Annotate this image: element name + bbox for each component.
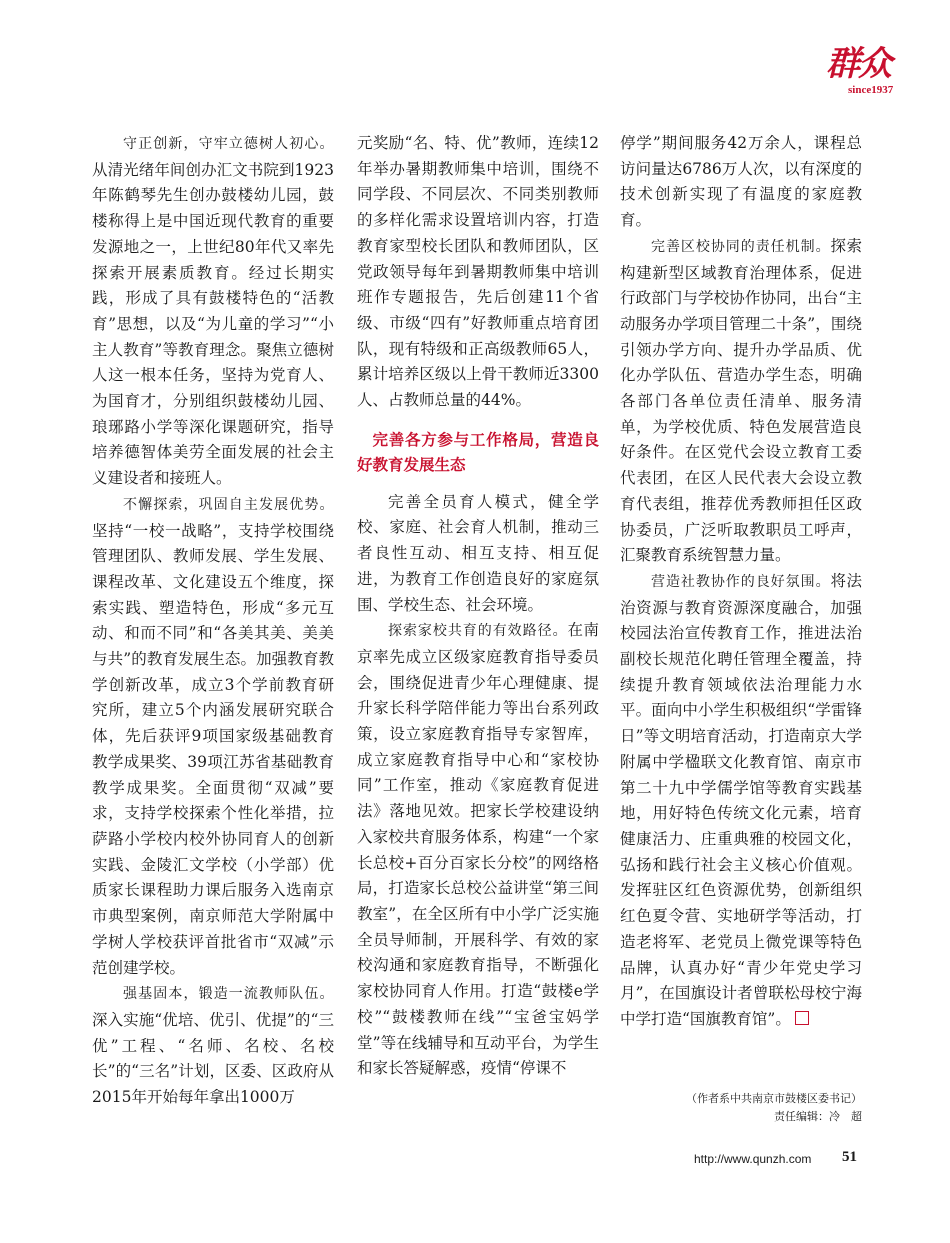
paragraph-body: 深入实施“优培、优引、优提”的“三优”工程、“名师、名校、名校长”的“三名”计划，区委、区政府从2015年开始每年拿出1000万 bbox=[92, 1010, 334, 1107]
paragraph-body: 停学”期间服务42万余人，课程总访问量达6786万人次，以有深度的技术创新实现了有温度的家庭教育。 bbox=[620, 134, 862, 230]
paragraph-lead: 探索家校共育的有效路径。 bbox=[388, 623, 568, 640]
paragraph bbox=[620, 234, 862, 569]
paragraph-lead: 完善区校协同的责任机制。 bbox=[651, 238, 831, 255]
paragraph bbox=[357, 490, 599, 619]
paragraph-lead: 强基固本，锻造一流教师队伍。 bbox=[123, 986, 334, 1003]
paragraph bbox=[357, 618, 599, 1082]
column-2 bbox=[357, 131, 599, 1082]
author-byline: （作者系中共南京市鼓楼区委书记） bbox=[686, 1092, 862, 1105]
paragraph-lead: 营造社教协作的良好氛围。 bbox=[651, 573, 831, 590]
paragraph-body: 在南京率先成立区级家庭教育指导委员会，围绕促进青少年心理健康、提升家长科学陪伴能力等出台系列政策，设立家庭教育指导专家智库，成立家庭教育指导中心和“家校协同”工作室，推动《家庭教育促进法》落地见效。把家长学校建设纳入家校共育服务体系，构建“一个家长总校+百分百家长分校”的网络格局，打造家长总校公益讲堂“第三间教室”，在全区所有中小学广泛实施全员导师制，开展科学、有效的家校沟通和家庭教育指导，不断强化家校协同育人作用。打造“鼓楼e学校”“鼓楼教师在线”“宝爸宝妈学堂”等在线辅导和互动平台，为学生和家长答疑解惑，疫情“停课不 bbox=[357, 621, 599, 1078]
paragraph-body: 元奖励“名、特、优”教师，连续12年举办暑期教师集中培训，围绕不同学段、不同层次、不同类别教师的多样化需求设置培训内容，打造教育家型校长团队和教师团队，区党政领导每年到暑期教师集中培训班作专题报告，先后创建11个省级、市级“四有”好教师重点培育团队，现有特级和正高级教师65人，累计培养区级以上骨干教师近3300人、占教师总量的44%。 bbox=[357, 134, 599, 410]
logo-since: since1937 bbox=[848, 84, 894, 96]
paragraph-lead: 不懈探索，巩固自主发展优势。 bbox=[123, 496, 334, 513]
logo-glyph: 群众 bbox=[826, 44, 890, 84]
footer-url[interactable]: http://www.qunzh.com bbox=[694, 1152, 812, 1166]
page-number: 51 bbox=[842, 1149, 857, 1165]
column-1 bbox=[92, 131, 334, 1111]
paragraph-body: 完善全员育人模式，健全学校、家庭、社会育人机制，推动三者良性互动、相互支持、相互促进，为教育工作创造良好的家庭氛围、学校生态、社会环境。 bbox=[357, 492, 599, 614]
section-heading: 完善各方参与工作格局，营造良好教育发展生态 bbox=[357, 430, 599, 474]
paragraph-body: 坚持“一校一战略”，支持学校围绕管理团队、教师发展、学生发展、课程改革、文化建设五个维度，探索实践、塑造特色，形成“多元互动、和而不同”和“各美其美、美美与共”的教育发展生态。加强教育教学创新改革，成立3个学前教育研究所，建立5个内涵发展研究联合体，先后获评9项国家级基础教育教学成果奖、39项江苏省基础教育教学成果奖。全面贯彻“双减”要求，支持学校探索个性化举措，拉萨路小学校内校外协同育人的创新实践、金陵汇文学校（小学部）优质家长课程助力课后服务入选南京市典型案例，南京师范大学附属中学树人学校获评首批省市“双减”示范创建学校。 bbox=[92, 521, 334, 977]
responsible-editor: 责任编辑：冷 超 bbox=[774, 1110, 862, 1123]
paragraph bbox=[92, 131, 334, 492]
paragraph bbox=[357, 131, 599, 414]
paragraph-body: 从清光绪年间创办汇文书院到1923年陈鹤琴先生创办鼓楼幼儿园，鼓楼称得上是中国近现代教育的重要发源地之一，上世纪80年代又率先探索开展素质教育。经过长期实践，形成了具有鼓楼特色的“活教育”思想，以及“为儿童的学习”“小主人教育”等教育理念。聚焦立德树人这一根本任务，坚持为党育人、为国育才，分别组织鼓楼幼儿园、琅琊路小学等深化课题研究，指导培养德智体美劳全面发展的社会主义建设者和接班人。 bbox=[92, 160, 334, 488]
paragraph-body: 将法治资源与教育资源深度融合，加强校园法治宣传教育工作，推进法治副校长规范化聘任管理全覆盖，持续提升教育领域依法治理能力水平。面向中小学生积极组织“学雷锋日”等文明培育活动，打造南京大学附属中学楹联文化教育馆、南京市第二十九中学儒学馆等教育实践基地，用好特色传统文化元素，培育健康活力、庄重典雅的校园文化，弘扬和践行社会主义核心价值观。发挥驻区红色资源优势，创新组织红色夏令营、实地研学等活动，打造老将军、老党员上微党课等特色品牌，认真办好“青少年党史学习月”，在国旗设计者曾联松母校宁海中学打造“国旗教育馆”。 bbox=[620, 571, 862, 1028]
paragraph bbox=[620, 569, 862, 1033]
end-of-article-icon bbox=[795, 1011, 809, 1025]
paragraph bbox=[92, 492, 334, 981]
masthead-logo bbox=[826, 44, 916, 104]
paragraph-lead: 守正创新，守牢立德树人初心。 bbox=[123, 136, 334, 152]
paragraph bbox=[92, 981, 334, 1111]
column-3 bbox=[620, 131, 862, 1033]
paragraph-body: 探索构建新型区域教育治理体系，促进行政部门与学校协作协同，出台“主动服务办学项目管理二十条”，围绕引领办学方向、提升办学品质、优化办学队伍、营造办学生态，明确各部门各单位责任清单、服务清单，为学校优质、特色发展营造良好条件。在区党代会设立教育工委代表团，在区人民代表大会设立教育代表组，推荐优秀教师担任区政协委员，广泛听取教职员工呼声，汇聚教育系统智慧力量。 bbox=[620, 236, 862, 565]
paragraph bbox=[620, 131, 862, 234]
